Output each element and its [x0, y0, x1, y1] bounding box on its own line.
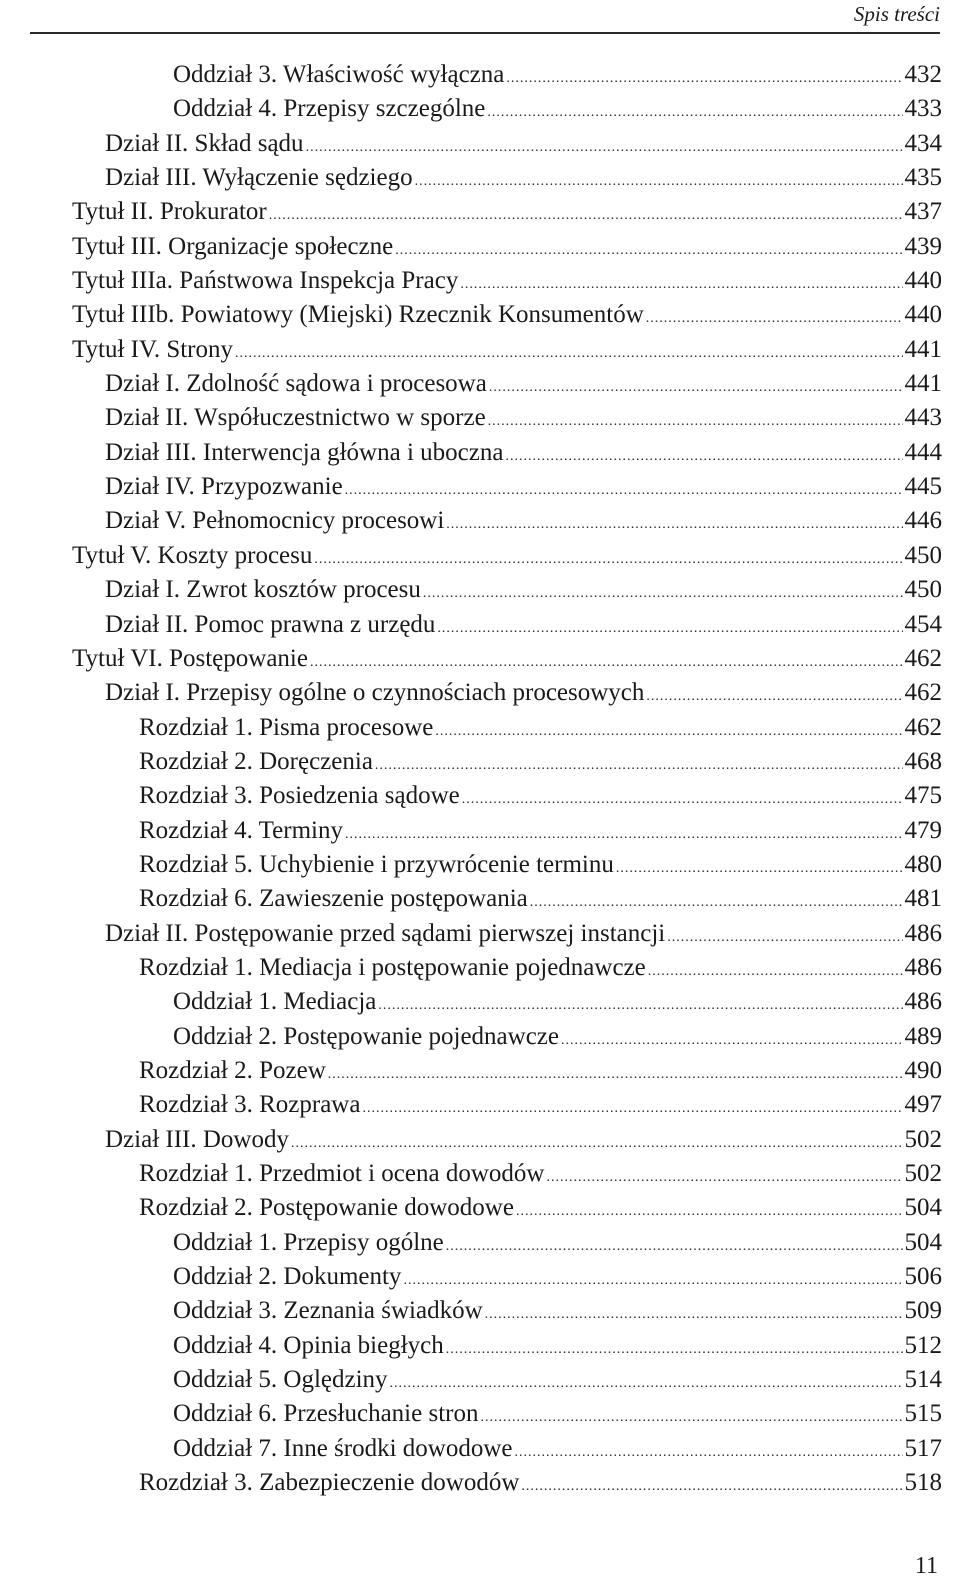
toc-entry-label: Tytuł IIIa. Państwowa Inspekcja Pracy [72, 267, 459, 295]
toc-entry-label: Oddział 6. Przesłuchanie stron [173, 1400, 479, 1428]
toc-entry-label: Dział IV. Przypozwanie [105, 473, 343, 501]
toc-dot-leader [480, 1401, 902, 1435]
toc-entry [72, 711, 942, 745]
toc-entry [72, 1226, 942, 1260]
toc-entry-page: 486 [904, 953, 942, 981]
toc-entry-page: 486 [904, 919, 942, 947]
toc-entry-label: Oddział 2. Postępowanie pojednawcze [173, 1022, 559, 1050]
toc-entry-page: 433 [904, 95, 942, 123]
toc-entry [72, 1260, 942, 1294]
toc-dot-leader [345, 474, 903, 508]
toc-entry-page: 490 [904, 1056, 942, 1084]
toc-entry-label: Dział I. Zdolność sądowa i procesowa [105, 370, 487, 398]
toc-entry [72, 745, 942, 779]
toc-entry-page: 437 [904, 198, 942, 226]
toc-dot-leader [485, 1298, 903, 1332]
toc-dot-leader [646, 680, 902, 714]
toc-dot-leader [460, 268, 902, 302]
toc-entry [72, 951, 942, 985]
toc-entry [72, 1123, 942, 1157]
toc-entry-label: Dział II. Współuczestnictwo w sporze [105, 404, 486, 432]
toc-entry-page: 502 [904, 1125, 942, 1153]
toc-entry [72, 1397, 942, 1431]
toc-entry-label: Rozdział 4. Terminy [139, 816, 343, 844]
toc-dot-leader [423, 577, 903, 611]
toc-entry-page: 434 [904, 129, 942, 157]
toc-entry-page: 445 [904, 473, 942, 501]
toc-entry-label: Oddział 5. Oględziny [173, 1366, 388, 1394]
toc-entry-label: Rozdział 2. Pozew [139, 1056, 326, 1084]
toc-entry-label: Dział II. Skład sądu [105, 129, 304, 157]
toc-entry-page: 439 [904, 232, 942, 260]
toc-dot-leader [521, 1470, 902, 1504]
toc-entry [72, 470, 942, 504]
running-header-title: Spis treści [853, 2, 940, 26]
toc-entry-page: 514 [904, 1366, 942, 1394]
toc-entry-page: 435 [904, 164, 942, 192]
toc-entry-label: Rozdział 6. Zawieszenie postępowania [139, 885, 528, 913]
toc-dot-leader [516, 1195, 903, 1229]
toc-dot-leader [505, 440, 902, 474]
toc-entry [72, 195, 942, 229]
toc-dot-leader [667, 921, 902, 955]
toc-entry [72, 1466, 942, 1500]
toc-entry [72, 264, 942, 298]
toc-entry-page: 462 [904, 713, 942, 741]
toc-entry [72, 1054, 942, 1088]
toc-dot-leader [306, 131, 903, 165]
toc-entry-label: Tytuł II. Prokurator [72, 198, 267, 226]
toc-dot-leader [375, 749, 903, 783]
toc-entry [72, 1088, 942, 1122]
toc-entry [72, 573, 942, 607]
toc-entry [72, 504, 942, 538]
toc-entry-label: Dział I. Przepisy ogólne o czynnościach procesowych [105, 679, 645, 707]
toc-entry [72, 1363, 942, 1397]
toc-entry [72, 676, 942, 710]
toc-dot-leader [462, 783, 903, 817]
header-rule [30, 32, 940, 34]
toc-entry-page: 502 [904, 1160, 942, 1187]
toc-entry-label: Tytuł VI. Postępowanie [72, 644, 308, 672]
toc-dot-leader [488, 405, 903, 439]
toc-dot-leader [362, 1092, 902, 1126]
toc-entry [72, 608, 942, 642]
toc-entry-label: Oddział 4. Przepisy szczególne [173, 95, 486, 123]
toc-entry-label: Rozdział 3. Posiedzenia sądowe [139, 782, 460, 810]
toc-entry-page: 515 [904, 1400, 942, 1428]
toc-entry-label: Dział I. Zwrot kosztów procesu [105, 576, 421, 604]
toc-entry-page: 504 [904, 1228, 942, 1256]
toc-dot-leader [269, 199, 903, 233]
toc-entry-page: 475 [904, 782, 942, 810]
toc-entry-page: 468 [904, 747, 942, 775]
toc-entry-page: 497 [904, 1091, 942, 1119]
toc-dot-leader [328, 1058, 903, 1092]
toc-entry [72, 333, 942, 367]
toc-entry [72, 882, 942, 916]
toc-entry-page: 446 [904, 507, 942, 535]
toc-entry-label: Oddział 4. Opinia biegłych [173, 1331, 444, 1359]
page-number: 11 [914, 1553, 938, 1579]
toc-entry-page: 518 [904, 1469, 942, 1497]
toc-entry-page: 517 [904, 1434, 942, 1462]
toc-entry-page: 440 [904, 267, 942, 295]
toc-entry [72, 642, 942, 676]
toc-dot-leader [515, 1436, 903, 1470]
toc-entry-page: 432 [904, 61, 942, 88]
toc-entry-label: Dział II. Pomoc prawna z urzędu [105, 610, 436, 638]
toc-entry-label: Rozdział 1. Pisma procesowe [139, 713, 434, 741]
toc-entry-label: Rozdział 5. Uchybienie i przywrócenie terminu [139, 850, 614, 878]
toc-dot-leader [506, 62, 902, 96]
toc-entry [72, 1191, 942, 1225]
toc-dot-leader [345, 818, 903, 852]
toc-entry-label: Rozdział 3. Zabezpieczenie dowodów [139, 1469, 520, 1497]
toc-dot-leader [415, 165, 903, 199]
toc-dot-leader [435, 715, 902, 749]
toc-dot-leader [530, 886, 903, 920]
toc-entry-label: Tytuł IV. Strony [72, 335, 233, 363]
toc-entry [72, 779, 942, 813]
toc-dot-leader [235, 337, 903, 371]
toc-entry-page: 462 [904, 644, 942, 672]
toc-entry-label: Dział III. Interwencja główna i uboczna [105, 438, 504, 466]
toc-entry [72, 985, 942, 1019]
toc-entry-page: 462 [904, 679, 942, 707]
toc-entry [72, 58, 942, 92]
toc-entry-label: Rozdział 3. Rozprawa [139, 1091, 361, 1119]
toc-dot-leader [489, 371, 903, 405]
toc-entry-label: Rozdział 2. Doręczenia [139, 747, 373, 775]
toc-entry [72, 92, 942, 126]
toc-entry-page: 450 [904, 576, 942, 604]
toc-entry-page: 479 [904, 816, 942, 844]
toc-dot-leader [310, 646, 903, 680]
toc-entry-label: Oddział 1. Mediacja [173, 988, 377, 1016]
toc-entry [72, 1432, 942, 1466]
toc-entry [72, 367, 942, 401]
toc-entry-page: 450 [904, 541, 942, 569]
toc-entry [72, 230, 942, 264]
toc-entry-page: 504 [904, 1194, 942, 1222]
toc-entry [72, 917, 942, 951]
toc-entry-page: 444 [904, 438, 942, 466]
toc-entry-label: Dział II. Postępowanie przed sądami pierwszej instancji [105, 919, 666, 947]
toc-entry-page: 441 [904, 335, 942, 363]
toc-dot-leader [403, 1264, 902, 1298]
toc-entry [72, 1157, 942, 1191]
toc-entry-label: Dział V. Pełnomocnicy procesowi [105, 507, 445, 535]
toc-dot-leader [446, 1333, 903, 1367]
toc-entry-page: 443 [904, 404, 942, 432]
table-of-contents [72, 58, 942, 1500]
toc-dot-leader [446, 508, 902, 542]
toc-entry-page: 441 [904, 370, 942, 398]
toc-entry-label: Dział III. Wyłączenie sędziego [105, 164, 413, 192]
toc-entry-label: Oddział 3. Zeznania świadków [173, 1297, 483, 1325]
toc-entry-page: 509 [904, 1297, 942, 1325]
toc-entry-label: Oddział 7. Inne środki dowodowe [173, 1434, 513, 1462]
toc-dot-leader [487, 96, 902, 130]
toc-entry [72, 814, 942, 848]
toc-entry [72, 161, 942, 195]
toc-entry [72, 539, 942, 573]
toc-entry [72, 436, 942, 470]
toc-dot-leader [561, 1024, 903, 1058]
toc-entry-page: 440 [904, 301, 942, 329]
toc-entry [72, 1294, 942, 1328]
toc-dot-leader [291, 1127, 903, 1161]
toc-entry-page: 512 [904, 1331, 942, 1359]
toc-entry-page: 454 [904, 610, 942, 638]
toc-entry [72, 298, 942, 332]
toc-entry-page: 506 [904, 1263, 942, 1291]
toc-dot-leader [395, 234, 902, 268]
toc-entry-page: 481 [904, 885, 942, 913]
toc-dot-leader [446, 1230, 903, 1264]
toc-entry [72, 127, 942, 161]
toc-dot-leader [646, 302, 903, 336]
toc-entry-label: Rozdział 2. Postępowanie dowodowe [139, 1194, 514, 1222]
toc-entry-page: 480 [904, 850, 942, 878]
toc-entry-label: Tytuł V. Koszty procesu [72, 541, 313, 569]
toc-entry-label: Dział III. Dowody [105, 1125, 289, 1153]
toc-entry-label: Tytuł III. Organizacje społeczne [72, 232, 394, 260]
toc-entry [72, 1329, 942, 1363]
toc-dot-leader [546, 1161, 902, 1195]
toc-entry [72, 401, 942, 435]
toc-entry-label: Oddział 3. Właściwość wyłączna [173, 61, 505, 88]
toc-entry-label: Oddział 2. Dokumenty [173, 1263, 402, 1291]
toc-dot-leader [314, 543, 902, 577]
toc-entry-page: 489 [904, 1022, 942, 1050]
toc-entry-page: 486 [904, 988, 942, 1016]
toc-entry [72, 1020, 942, 1054]
toc-dot-leader [437, 612, 902, 646]
toc-entry-label: Rozdział 1. Mediacja i postępowanie pojednawcze [139, 953, 646, 981]
toc-dot-leader [648, 955, 903, 989]
toc-entry [72, 848, 942, 882]
toc-dot-leader [378, 989, 902, 1023]
toc-dot-leader [390, 1367, 903, 1401]
toc-dot-leader [616, 852, 903, 886]
toc-entry-label: Tytuł IIIb. Powiatowy (Miejski) Rzecznik Konsumentów [72, 301, 644, 329]
toc-entry-label: Rozdział 1. Przedmiot i ocena dowodów [139, 1160, 545, 1187]
toc-entry-label: Oddział 1. Przepisy ogólne [173, 1228, 444, 1256]
